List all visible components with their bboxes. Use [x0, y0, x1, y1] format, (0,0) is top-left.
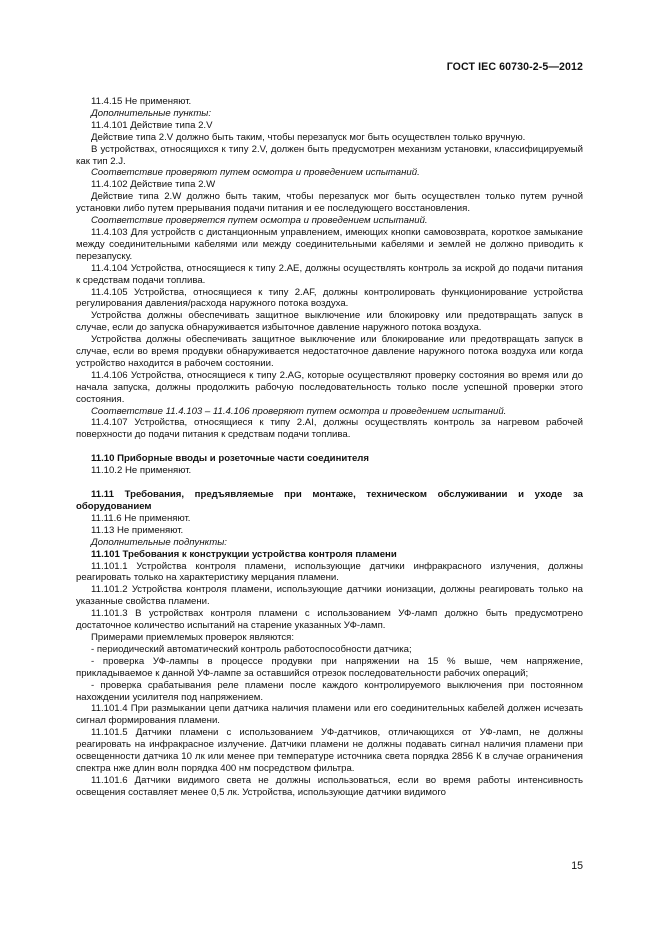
clause-11-101-1: 11.101.1 Устройства контроля пламени, использующие датчики инфракрасного излучения, должны реагировать только на характеристику мерцания пламени.	[76, 560, 583, 584]
clause-11-4-107: 11.4.107 Устройства, относящиеся к типу 2.AI, должны осуществлять контроль за нагревом рабочей поверхности до подачи питания к средствам подачи топлива.	[76, 417, 583, 441]
clause-11-4-104: 11.4.104 Устройства, относящиеся к типу 2.AE, должны осуществлять контроль за искрой до подачи питания к средствам подачи топлива.	[76, 262, 583, 286]
compliance-note-1: Соответствие проверяют путем осмотра и проведением испытаний.	[91, 167, 420, 179]
compliance-note-2: Соответствие проверяется путем осмотра и проведением испытаний.	[91, 215, 428, 227]
section-11-10-heading: 11.10 Приборные вводы и розеточные части соединителя	[91, 453, 369, 465]
standard-header: ГОСТ IEC 60730-2-5—2012	[446, 61, 583, 73]
clause-11-101-3: 11.101.3 В устройствах контроля пламени с использованием УФ-ламп должно быть предусмотрено достаточное количество испытаний на старение указанных УФ-ламп.	[76, 608, 583, 632]
clause-11-101-5: 11.101.5 Датчики пламени с использованием УФ-датчиков, отличающихся от УФ-ламп, не должны реагировать на инфракрасное излучение. Датчики пламени не должны подавать сигнал наличия пламени при освещенности датчика 10 лк или менее при температуре источника света порядка 2856 К в случае ограничения спектра нже длин волн порядка 400 нм посредством фильтра.	[76, 727, 583, 774]
example-item-2: - проверка УФ-лампы в процессе продувки при напряжении на 15 % выше, чем напряжение, прикладываемое к данной УФ-лампе за оставшийся отрезок последовательности рабочих операций;	[76, 655, 583, 679]
clause-11-10-2: 11.10.2 Не применяют.	[91, 465, 192, 477]
clause-11-101-4: 11.101.4 При размыкании цепи датчика наличия пламени или его соединительных кабелей должен исчезать сигнал формирования пламени.	[76, 703, 583, 727]
compliance-note-3: Соответствие 11.4.103 – 11.4.106 проверяют путем осмотра и проведением испытаний.	[91, 405, 507, 417]
clause-11-4-101-text-2: В устройствах, относящихся к типу 2.V, должен быть предусмотрен механизм установки, классифицируемый как тип 2.J.	[76, 143, 583, 167]
clause-11-4-103: 11.4.103 Для устройств с дистанционным управлением, имеющих кнопки самовозврата, короткое замыкание между соединительными кабелями или между соединительными кабелями и землей не должно приводить к перезапуску.	[76, 226, 583, 262]
clause-11-101-heading: 11.101 Требования к конструкции устройства контроля пламени	[91, 548, 397, 560]
clause-11-4-105: 11.4.105 Устройства, относящиеся к типу 2.AF, должны контролировать функционирование устройства регулирования давления/расхода наружного потока воздуха.	[76, 286, 583, 310]
clause-11-4-105-text-3: Устройства должны обеспечивать защитное выключение или блокирование или предотвращать запуск в случае, если во время продувки обнаруживается недостаточное давление наружного потока воздуха или когда устройство находится в рабочем состоянии.	[76, 334, 583, 369]
clause-11-4-101-title: 11.4.101 Действие типа 2.V	[91, 119, 213, 131]
additional-items-heading: Дополнительные пункты:	[91, 107, 212, 119]
examples-intro: Примерами приемлемых проверок являются:	[91, 631, 295, 643]
clause-11-101-6: 11.101.6 Датчики видимого света не должны использоваться, если во время работы интенсивность освещения составляет менее 0,5 лк. Устройства, использующие датчики видимого	[76, 774, 583, 798]
clause-11-4-102-title: 11.4.102 Действие типа 2.W	[91, 179, 216, 191]
clause-11-4-106: 11.4.106 Устройства, относящиеся к типу 2.AG, которые осуществляют проверку состояния во время или до начала запуска, должны продолжить рабочую последовательность только после успешной проверки этого состояния.	[76, 369, 583, 405]
clause-11-4-105-text-2: Устройства должны обеспечивать защитное выключение или блокировку или предотвращать запуск в случае, если до запуска обнаруживается избыточное давление наружного потока воздуха.	[76, 310, 583, 334]
clause-11-4-102-text: Действие типа 2.W должно быть таким, чтобы перезапуск мог быть осуществлен только путем ручной установки либо путем прерывания подачи питания и ее последующего восстановления.	[76, 191, 583, 215]
example-item-3: - проверка срабатывания реле пламени после каждого контролируемого выключения при постоянном нахождении усилителя под напряжением.	[76, 679, 583, 703]
example-item-1: - периодический автоматический контроль работоспособности датчика;	[91, 643, 412, 655]
clause-11-13: 11.13 Не применяют.	[91, 524, 184, 536]
page-body	[76, 96, 583, 799]
additional-subitems-heading: Дополнительные подпункты:	[91, 536, 227, 548]
clause-11-4-15: 11.4.15 Не применяют.	[91, 96, 192, 107]
clause-11-4-101-text: Действие типа 2.V должно быть таким, чтобы перезапуск мог быть осуществлен только вручную.	[91, 131, 526, 143]
section-11-11-heading: 11.11 Требования, предъявляемые при монтаже, техническом обслуживании и уходе за оборудованием	[76, 489, 583, 512]
page-number: 15	[571, 860, 583, 872]
clause-11-101-2: 11.101.2 Устройства контроля пламени, использующие датчики ионизации, должны реагировать только на указанные свойства пламени.	[76, 584, 583, 608]
clause-11-11-6: 11.11.6 Не применяют.	[91, 512, 191, 524]
